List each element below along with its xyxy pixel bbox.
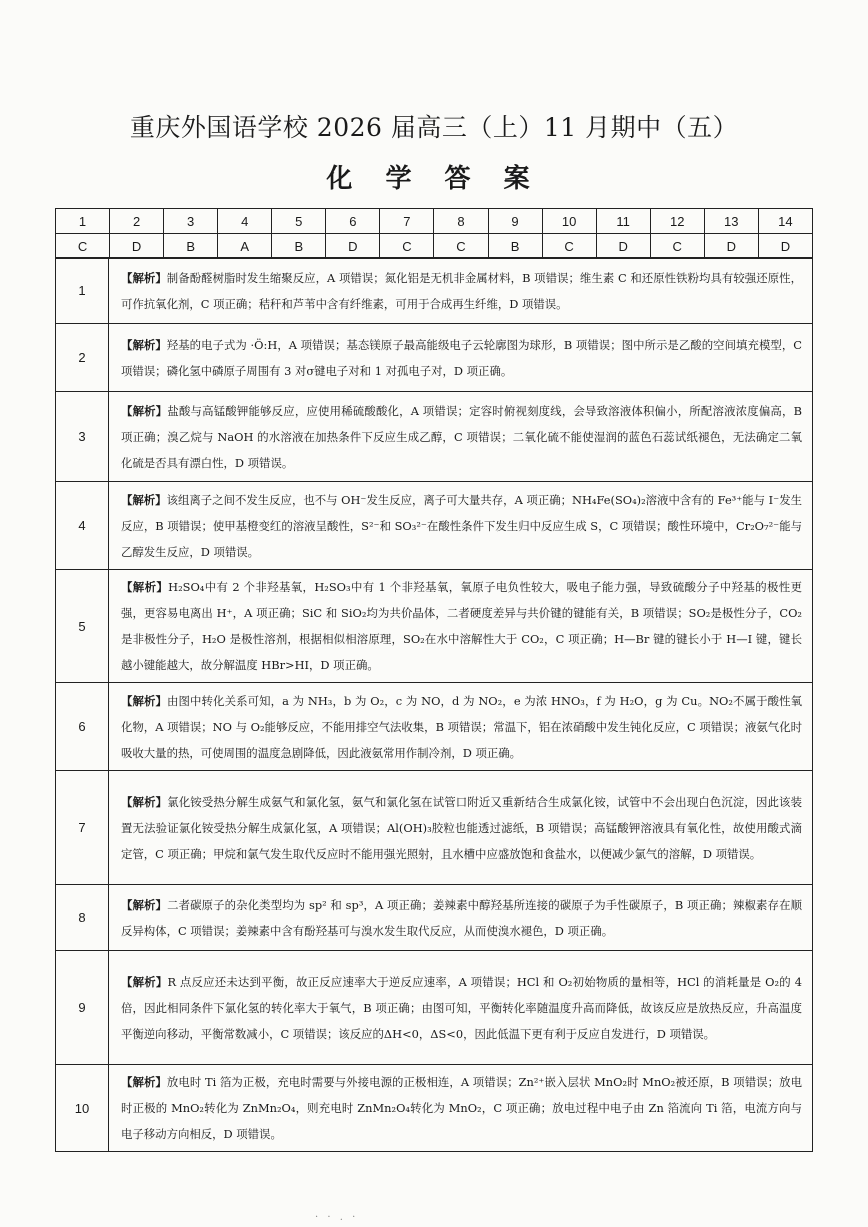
- explanation-question-number: 5: [56, 570, 109, 683]
- question-number-cell: 10: [542, 209, 596, 234]
- explanation-text-cell: [109, 324, 813, 392]
- explanation-question-number: 8: [56, 885, 109, 951]
- answer-key-table: [55, 208, 813, 259]
- explanation-label: 【解析】: [121, 337, 167, 352]
- question-number-cell: 12: [650, 209, 704, 234]
- explanation-label: 【解析】: [121, 974, 168, 989]
- explanation-row: [56, 482, 813, 570]
- explanation-question-number: 9: [56, 951, 109, 1065]
- explanation-row: [56, 324, 813, 392]
- answer-cell: C: [380, 234, 434, 259]
- answer-cell: C: [542, 234, 596, 259]
- explanation-text-cell: [109, 1065, 813, 1152]
- question-number-cell: 5: [272, 209, 326, 234]
- question-number-cell: 6: [326, 209, 380, 234]
- explanation-label: 【解析】: [121, 897, 168, 912]
- question-number-cell: 8: [434, 209, 488, 234]
- explanation-row: [56, 951, 813, 1065]
- explanation-question-number: 2: [56, 324, 109, 392]
- explanation-text-cell: [109, 482, 813, 570]
- explanation-row: [56, 885, 813, 951]
- question-number-cell: 7: [380, 209, 434, 234]
- question-number-cell: 13: [704, 209, 758, 234]
- answer-cell: D: [596, 234, 650, 259]
- explanation-label: 【解析】: [121, 1075, 167, 1089]
- answer-cell: D: [758, 234, 812, 259]
- explanation-table: [55, 257, 813, 1152]
- answer-cell: D: [326, 234, 380, 259]
- explanation-row: [56, 570, 813, 683]
- explanation-row: [56, 392, 813, 482]
- explanation-row: [56, 1065, 813, 1152]
- explanation-text: 羟基的电子式为 ·Ö:H，A 项错误；基态镁原子最高能级电子云轮廓图为球形，B 项错误；图中所示是乙酸的空间填充模型，C 项错误；磷化氢中磷原子周围有 3 对σ键电子对和 1 对孤电子对，D 项正确。: [121, 337, 802, 378]
- explanation-text: R 点反应还未达到平衡，故正反应速率大于逆反应速率，A 项错误；HCl 和 O₂初始物质的量相等，HCl 的消耗量是 O₂的 4 倍，因此相同条件下氯化氢的转化率大于氧气，B 项正确；由图可知，平衡转化率随温度升高而降低，故该反应是放热反应，升高温度平衡逆向移动，平衡常数减小，C 项错误；该反应的ΔH<0，ΔS<0，因此低温下更有利于反应自发进行，D 项错误。: [121, 974, 802, 1041]
- explanation-question-number: 7: [56, 771, 109, 885]
- explanation-question-number: 4: [56, 482, 109, 570]
- explanation-text: 氯化铵受热分解生成氨气和氯化氢，氨气和氯化氢在试管口附近又重新结合生成氯化铵，试管中不会出现白色沉淀，因此该装置无法验证氯化铵受热分解生成氯化氢，A 项错误；Al(OH)₃胶粒也能透过滤纸，B 项错误；高锰酸钾溶液具有氧化性，故使用酸式滴定管，C 项正确；甲烷和氯气发生取代反应时不能用强光照射，且水槽中应盛放饱和食盐水，以便减少氯气的溶解，D 项错误。: [121, 794, 802, 861]
- explanation-text-cell: [109, 570, 813, 683]
- explanation-label: 【解析】: [121, 794, 168, 809]
- document-subtitle: 化 学 答 案: [326, 164, 542, 194]
- explanation-text: 放电时 Ti 箔为正极，充电时需要与外接电源的正极相连，A 项错误；Zn²⁺嵌入层状 MnO₂时 MnO₂被还原，B 项错误；放电时正极的 MnO₂转化为 ZnMn₂O₄，则充电时 ZnMn₂O₄转化为 MnO₂，C 项正确；放电过程中电子由 Zn 箔流向 Ti 箔，电流方向与电子移动方向相反，D 项错误。: [121, 1075, 802, 1141]
- explanation-label: 【解析】: [121, 693, 168, 708]
- question-number-cell: 9: [488, 209, 542, 234]
- question-number-cell: 1: [56, 209, 110, 234]
- explanation-label: 【解析】: [121, 270, 167, 285]
- question-number-cell: 3: [164, 209, 218, 234]
- explanation-question-number: 10: [56, 1065, 109, 1152]
- answer-cell: D: [110, 234, 164, 259]
- explanation-row: [56, 258, 813, 324]
- explanation-row: [56, 771, 813, 885]
- explanation-row: [56, 683, 813, 771]
- answer-cell: B: [488, 234, 542, 259]
- answer-cell: D: [704, 234, 758, 259]
- page-footer-marks: · · . ·: [315, 1212, 359, 1223]
- answer-cell: A: [218, 234, 272, 259]
- explanation-label: 【解析】: [121, 403, 168, 418]
- explanation-label: 【解析】: [121, 492, 167, 507]
- explanation-text-cell: [109, 771, 813, 885]
- explanation-question-number: 6: [56, 683, 109, 771]
- explanation-text-cell: [109, 683, 813, 771]
- explanation-text-cell: [109, 258, 813, 324]
- explanation-text: 盐酸与高锰酸钾能够反应，应使用稀硫酸酸化，A 项错误；定容时俯视刻度线，会导致溶液体积偏小，所配溶液浓度偏高，B 项正确；溴乙烷与 NaOH 的水溶液在加热条件下反应生成乙醇，C 项错误；二氧化硫不能使湿润的蓝色石蕊试纸褪色，无法确定二氧化硫是否具有漂白性，D 项错误。: [121, 403, 802, 470]
- explanation-text: 制备酚醛树脂时发生缩聚反应，A 项错误；氮化铝是无机非金属材料，B 项错误；维生素 C 和还原性铁粉均具有较强还原性，可作抗氧化剂，C 项正确；秸秆和芦苇中含有纤维素，可用于合成再生纤维，D 项错误。: [121, 270, 802, 311]
- answer-cell: B: [272, 234, 326, 259]
- document-title: 重庆外国语学校 2026 届高三（上）11 月期中（五）: [129, 113, 739, 142]
- question-number-cell: 2: [110, 209, 164, 234]
- answer-cell: C: [56, 234, 110, 259]
- explanation-text-cell: [109, 951, 813, 1065]
- answer-cell: B: [164, 234, 218, 259]
- explanation-text: 该组离子之间不发生反应，也不与 OH⁻发生反应，离子可大量共存，A 项正确；NH₄Fe(SO₄)₂溶液中含有的 Fe³⁺能与 I⁻发生反应，B 项错误；使甲基橙变红的溶液呈酸性，S²⁻和 SO₃²⁻在酸性条件下发生归中反应生成 S，C 项错误；酸性环境中，Cr₂O₇²⁻能与乙醇发生反应，D 项错误。: [121, 492, 802, 559]
- question-number-cell: 14: [758, 209, 812, 234]
- explanation-question-number: 3: [56, 392, 109, 482]
- explanation-label: 【解析】: [121, 580, 169, 594]
- answer-cell: C: [650, 234, 704, 259]
- explanation-question-number: 1: [56, 258, 109, 324]
- answer-number-row: [56, 209, 813, 234]
- question-number-cell: 11: [596, 209, 650, 234]
- question-number-cell: 4: [218, 209, 272, 234]
- explanation-text-cell: [109, 392, 813, 482]
- explanation-text: 由图中转化关系可知，a 为 NH₃，b 为 O₂，c 为 NO，d 为 NO₂，e 为浓 HNO₃，f 为 H₂O，g 为 Cu。NO₂不属于酸性氧化物，A 项错误；NO 与 O₂能够反应，不能用排空气法收集，B 项错误；常温下，铝在浓硝酸中发生钝化反应，C 项错误；液氨气化时吸收大量的热，可使周围的温度急剧降低，因此液氨常用作制冷剂，D 项正确。: [121, 693, 802, 760]
- answer-cell: C: [434, 234, 488, 259]
- explanation-text-cell: [109, 885, 813, 951]
- explanation-text: 二者碳原子的杂化类型均为 sp² 和 sp³，A 项正确；姜辣素中醇羟基所连接的碳原子为手性碳原子，B 项正确；辣椒素存在顺反异构体，C 项错误；姜辣素中含有酚羟基可与溴水发生取代反应，从而使溴水褪色，D 项正确。: [121, 897, 802, 938]
- explanation-text: H₂SO₄中有 2 个非羟基氧，H₂SO₃中有 1 个非羟基氧，氧原子电负性较大，吸电子能力强，导致硫酸分子中羟基的极性更强，更容易电离出 H⁺，A 项正确；SiC 和 SiO₂均为共价晶体，二者硬度差异与共价键的键能有关，B 项错误；SO₂是极性分子，CO₂是非极性分子，H₂O 是极性溶剂，根据相似相溶原理，SO₂在水中溶解性大于 CO₂，C 项正确；H—Br 键的键长小于 H—I 键，键长越小键能越大，故分解温度 HBr>HI，D 项正确。: [121, 580, 802, 672]
- answer-letter-row: [56, 234, 813, 259]
